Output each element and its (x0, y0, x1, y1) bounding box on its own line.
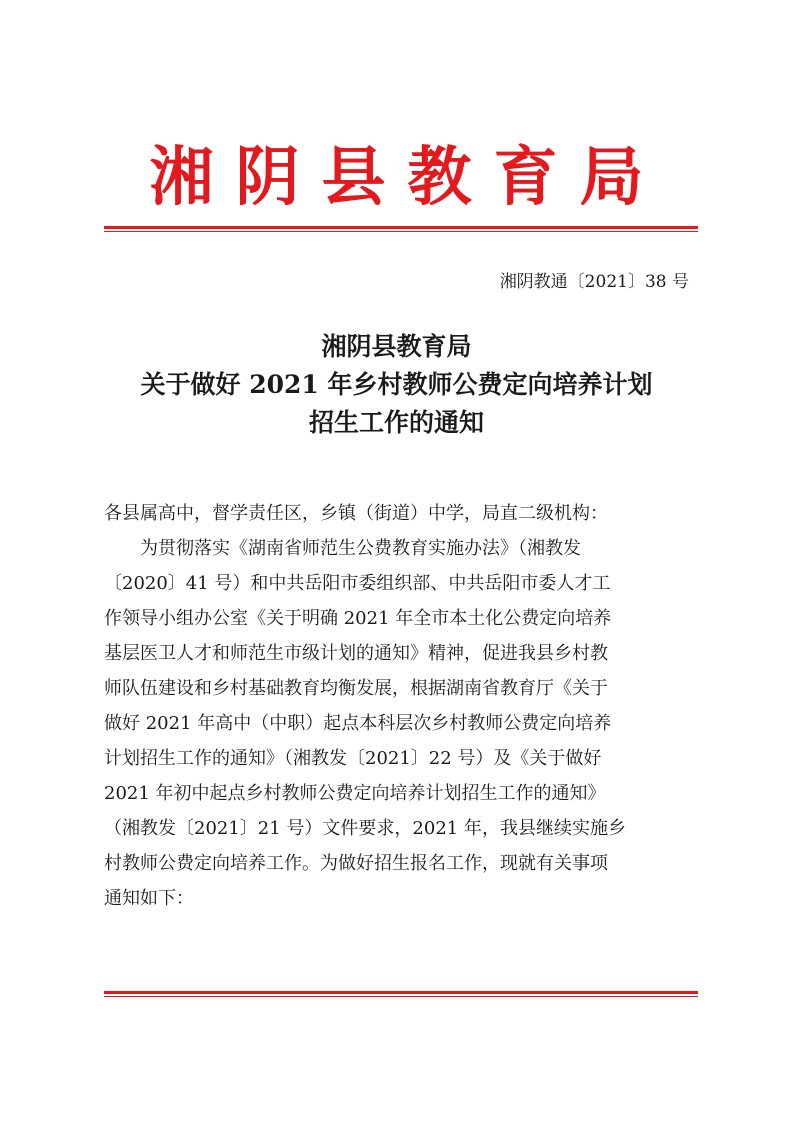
body-line: 作领导小组办公室《关于明确 2021 年全市本土化公费定向培养 (104, 608, 612, 629)
body-line: 通知如下： (104, 888, 194, 909)
body-line: 计划招生工作的通知》（湘教发〔2021〕22 号）及《关于做好 (104, 748, 602, 769)
document-body (104, 496, 700, 916)
body-line: 〔2020〕41 号）和中共岳阳市委组织部、中共岳阳市委人才工 (104, 573, 611, 594)
body-line: 基层医卫人才和师范生市级计划的通知》精神，促进我县乡村教 (104, 643, 608, 664)
title-line-2: 关于做好 2021 年乡村教师公费定向培养计划 (140, 370, 653, 399)
salutation: 各县属高中，督学责任区，乡镇（街道）中学，局直二级机构： (104, 503, 608, 524)
body-line: 2021 年初中起点乡村教师公费定向培养计划招生工作的通知》 (104, 783, 606, 804)
document-title (0, 328, 793, 442)
body-line: 为贯彻落实《湖南省师范生公费教育实施办法》（湘教发 (140, 538, 581, 559)
title-line-1: 湘阴县教育局 (321, 332, 472, 361)
body-line: 村教师公费定向培养工作。为做好招生报名工作，现就有关事项 (104, 853, 608, 874)
body-line: （湘教发〔2021〕21 号）文件要求，2021 年，我县继续实施乡 (104, 818, 626, 839)
document-number: 湘阴教通〔2021〕38 号 (499, 272, 689, 292)
footer-red-rule (104, 991, 698, 997)
masthead-red-rule (104, 226, 698, 232)
org-masthead: 湘阴县教育局 (149, 141, 666, 215)
body-line: 师队伍建设和乡村基础教育均衡发展，根据湖南省教育厅《关于 (104, 678, 608, 699)
body-line: 做好 2021 年高中（中职）起点本科层次乡村教师公费定向培养 (104, 713, 612, 734)
title-line-3: 招生工作的通知 (308, 408, 484, 437)
